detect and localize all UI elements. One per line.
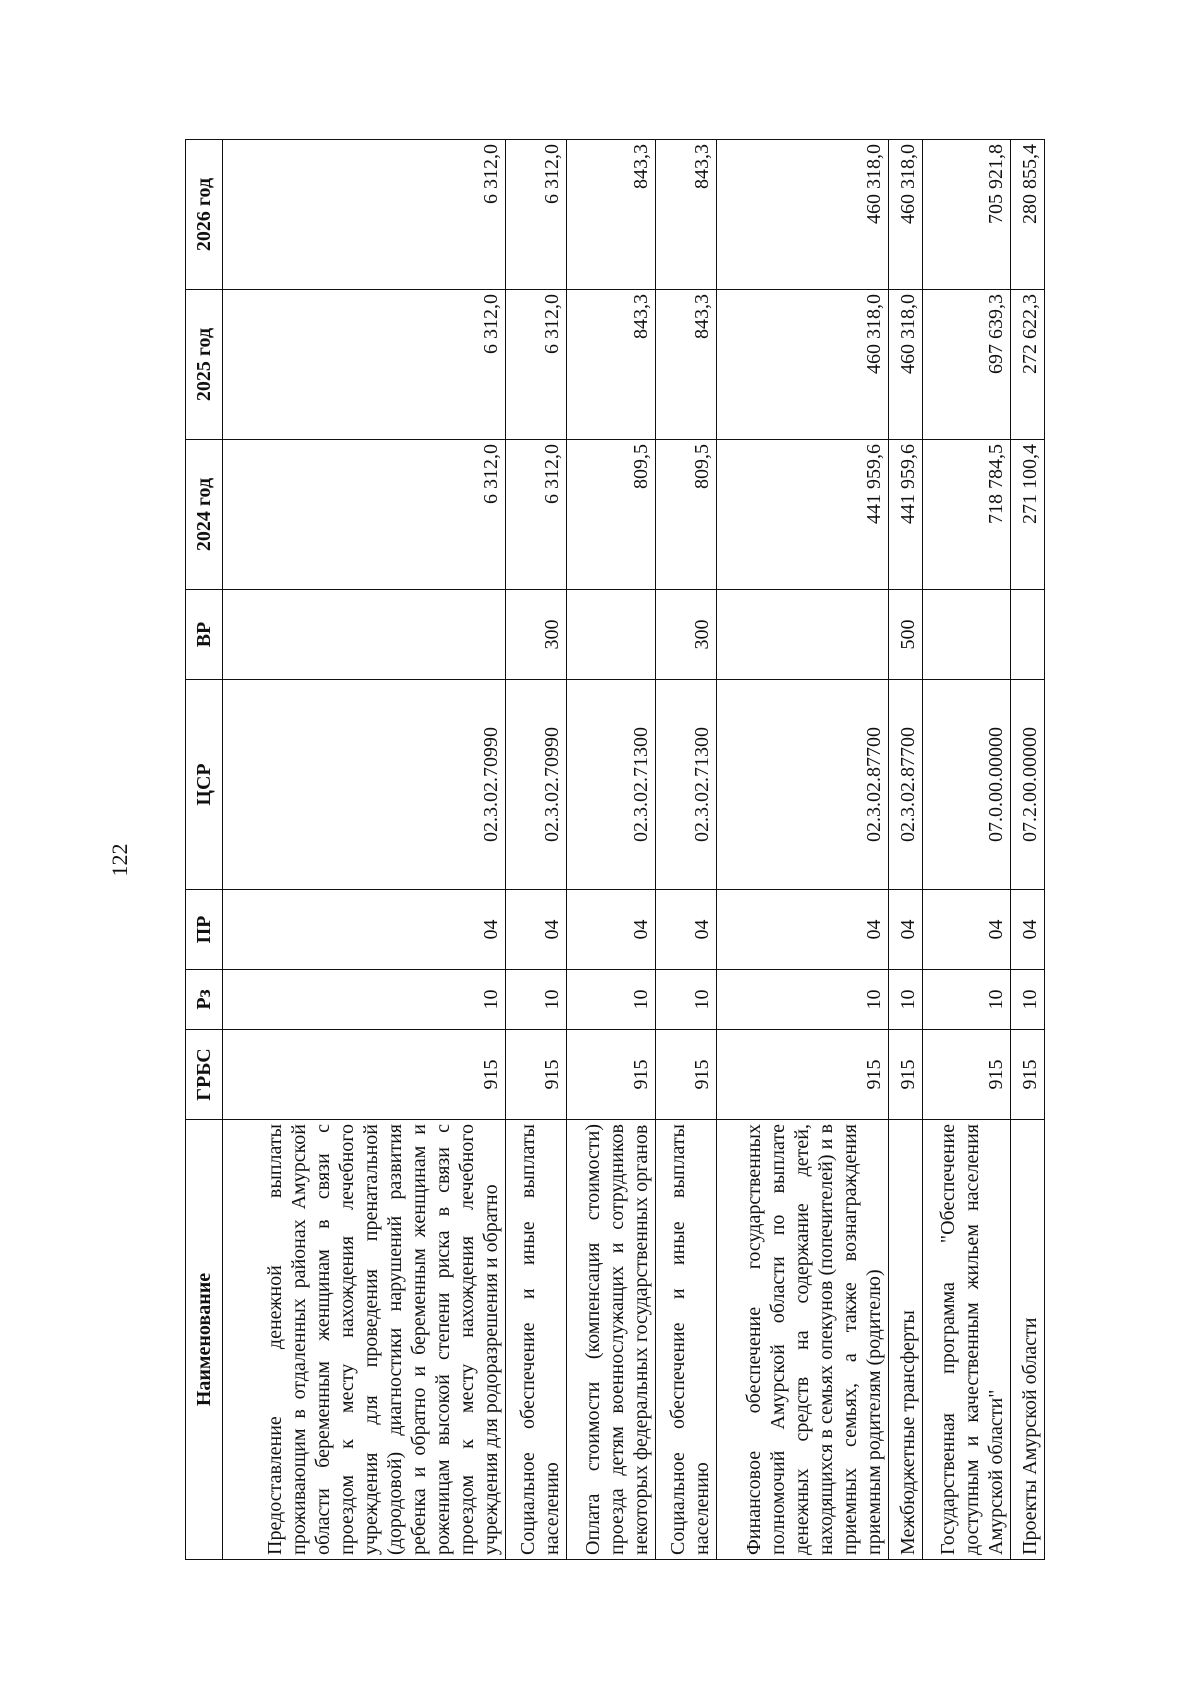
row-csr: 02.3.02.70990 [223, 680, 506, 890]
table-header-row [186, 140, 223, 1560]
row-vr: 300 [505, 590, 566, 680]
row-2024: 6 312,0 [505, 440, 566, 590]
row-2026: 280 855,4 [1011, 140, 1045, 290]
row-2026: 6 312,0 [223, 140, 506, 290]
row-2025: 843,3 [655, 290, 716, 440]
row-csr: 07.0.00.00000 [922, 680, 1011, 890]
header-grbs: ГРБС [186, 1030, 223, 1120]
row-rz: 10 [922, 970, 1011, 1030]
row-name: Проекты Амурской области [1011, 1120, 1045, 1560]
table-row [223, 140, 506, 1560]
row-vr [567, 590, 656, 680]
row-csr: 02.3.02.87700 [889, 680, 922, 890]
row-pr: 04 [567, 890, 656, 970]
row-2024: 271 100,4 [1011, 440, 1045, 590]
table-row [889, 140, 922, 1560]
rotated-table-inner [185, 140, 1045, 1560]
row-2025: 6 312,0 [505, 290, 566, 440]
row-rz: 10 [505, 970, 566, 1030]
row-rz: 10 [655, 970, 716, 1030]
budget-table [185, 139, 1045, 1560]
row-vr [223, 590, 506, 680]
row-2025: 697 639,3 [922, 290, 1011, 440]
row-name: Социальное обеспечение и иные выплаты населению [505, 1120, 566, 1560]
header-csr: ЦСР [186, 680, 223, 890]
row-rz: 10 [1011, 970, 1045, 1030]
table-row [922, 140, 1011, 1560]
row-2025: 843,3 [567, 290, 656, 440]
row-rz: 10 [717, 970, 889, 1030]
row-csr: 02.3.02.87700 [717, 680, 889, 890]
rotated-table-container [185, 140, 1045, 1560]
row-rz: 10 [223, 970, 506, 1030]
row-grbs: 915 [505, 1030, 566, 1120]
row-name: Финансовое обеспечение государственных полномочий Амурской области по выплате денежных средств на содержание детей, находящихся в семьях опекунов (попечителей) и в приемных семьях, а также вознаграждения приемным родителям (родителю) [717, 1120, 889, 1560]
row-2025: 272 622,3 [1011, 290, 1045, 440]
row-grbs: 915 [223, 1030, 506, 1120]
table-row [567, 140, 656, 1560]
row-2026: 460 318,0 [717, 140, 889, 290]
row-2026: 843,3 [655, 140, 716, 290]
row-csr: 02.3.02.70990 [505, 680, 566, 890]
table-row [505, 140, 566, 1560]
row-name: Государственная программа "Обеспечение доступным и качественным жильем населения Амурской области" [922, 1120, 1011, 1560]
row-grbs: 915 [717, 1030, 889, 1120]
row-2024: 809,5 [655, 440, 716, 590]
header-name: Наименование [186, 1120, 223, 1560]
page-number: 122 [107, 843, 132, 877]
row-vr [922, 590, 1011, 680]
header-2025: 2025 год [186, 290, 223, 440]
row-grbs: 915 [922, 1030, 1011, 1120]
row-grbs: 915 [1011, 1030, 1045, 1120]
row-2025: 460 318,0 [717, 290, 889, 440]
table-row [1011, 140, 1045, 1560]
row-2025: 6 312,0 [223, 290, 506, 440]
row-name: Социальное обеспечение и иные выплаты населению [655, 1120, 716, 1560]
row-2026: 460 318,0 [889, 140, 922, 290]
row-grbs: 915 [889, 1030, 922, 1120]
header-2026: 2026 год [186, 140, 223, 290]
row-pr: 04 [223, 890, 506, 970]
row-rz: 10 [567, 970, 656, 1030]
row-grbs: 915 [567, 1030, 656, 1120]
row-pr: 04 [922, 890, 1011, 970]
row-rz: 10 [889, 970, 922, 1030]
row-name: Предоставление денежной выплаты проживающим в отдаленных районах Амурской области беременным женщинам в связи с проездом к месту нахождения лечебного учреждения для проведения пренатальной (дородовой) диагностики нарушений развития ребенка и обратно и беременным женщинам и роженицам высокой степени риска в связи с проездом к месту нахождения лечебного учреждения для родоразрешения и обратно [223, 1120, 506, 1560]
row-vr [717, 590, 889, 680]
row-2024: 809,5 [567, 440, 656, 590]
row-csr: 02.3.02.71300 [567, 680, 656, 890]
row-pr: 04 [655, 890, 716, 970]
row-2025: 460 318,0 [889, 290, 922, 440]
table-row [717, 140, 889, 1560]
row-2024: 441 959,6 [889, 440, 922, 590]
row-2026: 6 312,0 [505, 140, 566, 290]
row-csr: 02.3.02.71300 [655, 680, 716, 890]
row-vr: 500 [889, 590, 922, 680]
row-2026: 843,3 [567, 140, 656, 290]
row-2024: 6 312,0 [223, 440, 506, 590]
row-2024: 718 784,5 [922, 440, 1011, 590]
row-pr: 04 [505, 890, 566, 970]
row-pr: 04 [717, 890, 889, 970]
header-2024: 2024 год [186, 440, 223, 590]
row-vr [1011, 590, 1045, 680]
header-vr: ВР [186, 590, 223, 680]
row-grbs: 915 [655, 1030, 716, 1120]
row-2026: 705 921,8 [922, 140, 1011, 290]
row-pr: 04 [889, 890, 922, 970]
row-2024: 441 959,6 [717, 440, 889, 590]
header-pr: ПР [186, 890, 223, 970]
row-pr: 04 [1011, 890, 1045, 970]
row-csr: 07.2.00.00000 [1011, 680, 1045, 890]
row-vr: 300 [655, 590, 716, 680]
row-name: Межбюджетные трансферты [889, 1120, 922, 1560]
row-name: Оплата стоимости (компенсация стоимости) проезда детям военнослужащих и сотрудников некоторых федеральных государственных органов [567, 1120, 656, 1560]
header-rz: Рз [186, 970, 223, 1030]
table-row [655, 140, 716, 1560]
